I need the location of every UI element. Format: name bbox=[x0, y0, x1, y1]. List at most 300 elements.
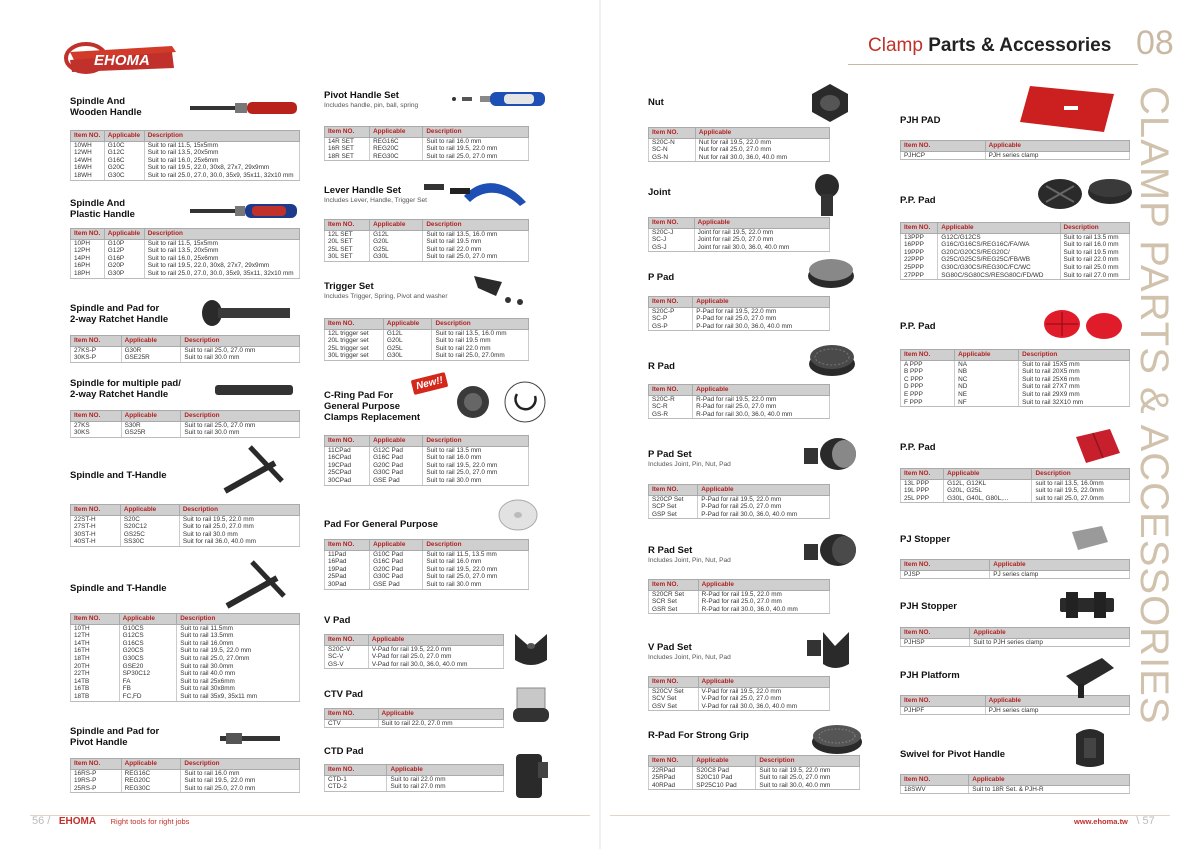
table-cell: S20C-R bbox=[649, 395, 693, 403]
table-cell: G12L bbox=[370, 230, 423, 238]
table-header-row bbox=[71, 131, 300, 142]
table-row bbox=[901, 249, 1130, 257]
table-row bbox=[325, 462, 529, 470]
table-cell: SC-R bbox=[649, 403, 693, 411]
footer-brand: EHOMA bbox=[58, 816, 97, 827]
column-header: Item NO. bbox=[325, 540, 370, 551]
table-cell: G30C Pad bbox=[370, 573, 423, 581]
table-cell: ND bbox=[955, 383, 1019, 391]
table-cell: V-Pad for rail 19.5, 22.0 mm bbox=[368, 645, 503, 653]
table-row bbox=[325, 145, 529, 153]
table-cell: Suit to rail 25.0, 27.0 mm bbox=[179, 523, 299, 531]
table-cell: Suit to rail 19.5, 22.0, 30x8, 27x7, 29x9mm bbox=[144, 262, 299, 270]
table-cell: PJ series clamp bbox=[990, 570, 1130, 579]
column-header: Item NO. bbox=[325, 127, 370, 138]
table-cell: GS-J bbox=[649, 244, 695, 252]
header-rule bbox=[848, 64, 1138, 65]
table-row bbox=[901, 570, 1130, 579]
table-cell: Suit to rail 11.5mm bbox=[177, 624, 300, 632]
table-cell: V-Pad for rail 25.0, 27.0 mm bbox=[698, 695, 829, 703]
table-cell: G20L, G25L bbox=[944, 487, 1032, 495]
table-cell: 18TB bbox=[71, 693, 120, 701]
table-cell: R-Pad for rail 19.5, 22.0 mm bbox=[698, 590, 829, 598]
table-row bbox=[325, 775, 504, 783]
table-row bbox=[71, 247, 300, 255]
table-cell: GS25C bbox=[120, 531, 179, 539]
table-cell: 10PH bbox=[71, 239, 105, 247]
table-cell: G25L bbox=[383, 345, 432, 353]
joint-image bbox=[810, 172, 844, 218]
table-cell: suit to rail 13.5, 16.0mm bbox=[1032, 479, 1130, 487]
table-cell: G12L, G12KL bbox=[944, 479, 1032, 487]
table-cell: GSP Set bbox=[649, 511, 698, 519]
v-pad-set-image bbox=[805, 626, 855, 674]
table-cell: G30C/G30CS/REG30C/FC/WC bbox=[938, 264, 1060, 272]
table-cell: G12L bbox=[383, 329, 432, 337]
table-cell: Suit to rail 16.0mm bbox=[177, 640, 300, 648]
table-row bbox=[901, 785, 1130, 794]
table-header-row bbox=[71, 411, 300, 422]
table-cell: 16Pad bbox=[325, 558, 370, 566]
table-cell: Suit to rail 25.0, 27.0mm bbox=[432, 352, 529, 360]
table-row bbox=[649, 695, 830, 703]
lever-handle-image bbox=[420, 172, 530, 212]
table-cell: 18R SET bbox=[325, 153, 370, 161]
table-row bbox=[901, 151, 1130, 160]
section-title: PJH Stopper bbox=[900, 601, 958, 612]
table-row bbox=[649, 236, 830, 244]
table-row bbox=[325, 352, 529, 360]
table-header-row bbox=[325, 436, 529, 447]
column-header: Applicable bbox=[119, 614, 177, 625]
table-cell: 22ST-H bbox=[71, 515, 121, 523]
column-header: Item NO. bbox=[649, 218, 695, 229]
table-row bbox=[325, 719, 504, 728]
column-header: Applicable bbox=[383, 319, 432, 330]
spec-table bbox=[70, 504, 300, 547]
table-cell: 16PH bbox=[71, 262, 105, 270]
table-cell: suit to rail 19.5, 22.0mm bbox=[1032, 487, 1130, 495]
pj-stopper-image bbox=[1068, 522, 1112, 552]
column-header: Applicable bbox=[370, 436, 423, 447]
table-row bbox=[325, 246, 529, 254]
section-title: Spindle And Plastic Handle bbox=[70, 198, 135, 220]
table-cell: CTV bbox=[325, 719, 379, 728]
table-cell: Suit to rail 30x8mm bbox=[177, 685, 300, 693]
spec-table bbox=[648, 579, 830, 614]
spec-table bbox=[900, 468, 1130, 503]
table-row bbox=[649, 307, 830, 315]
spec-table bbox=[70, 613, 300, 702]
table-cell: G10C Pad bbox=[370, 550, 423, 558]
table-row bbox=[901, 360, 1130, 368]
column-header: Applicable bbox=[698, 485, 830, 496]
table-cell: PJHCP bbox=[901, 151, 986, 160]
table-cell: Suit to rail 27.0 mm bbox=[1060, 272, 1129, 280]
table-cell: 30CPad bbox=[325, 477, 370, 485]
page-number-right: \ 57 bbox=[1136, 815, 1155, 827]
table-cell: CTD-2 bbox=[325, 783, 387, 791]
column-header: Description bbox=[144, 131, 299, 142]
column-header: Applicable bbox=[378, 709, 504, 720]
table-row bbox=[901, 383, 1130, 391]
table-cell: Suit to rail 19.5, 22.0 mm bbox=[179, 515, 299, 523]
table-cell: 27KS bbox=[71, 421, 122, 429]
table-cell: Suit to rail 11.5, 15x5mm bbox=[144, 239, 299, 247]
table-cell: G30R bbox=[121, 346, 181, 354]
table-cell: S20C bbox=[120, 515, 179, 523]
table-row bbox=[901, 272, 1130, 280]
table-cell: 12PH bbox=[71, 247, 105, 255]
table-cell: G12P bbox=[104, 247, 144, 255]
table-cell: GS-R bbox=[649, 411, 693, 419]
table-row bbox=[325, 329, 529, 337]
table-cell: Suit to rail 32X10 mm bbox=[1019, 399, 1130, 407]
spec-table bbox=[324, 318, 529, 361]
spec-table bbox=[324, 708, 504, 728]
table-cell: 13PPP bbox=[901, 233, 938, 241]
column-header: Item NO. bbox=[71, 411, 122, 422]
section-title: Spindle and T-Handle bbox=[70, 470, 167, 481]
column-header: Description bbox=[423, 127, 529, 138]
table-cell: 11CPad bbox=[325, 446, 370, 454]
page-number-left: 56 / bbox=[32, 815, 51, 827]
table-cell: SC-V bbox=[325, 653, 369, 661]
table-cell: 14PH bbox=[71, 255, 105, 263]
table-cell: G30CS bbox=[119, 655, 177, 663]
table-row bbox=[71, 785, 300, 793]
table-header-row bbox=[649, 218, 830, 229]
table-cell: SC-N bbox=[649, 146, 696, 154]
column-header: Item NO. bbox=[649, 128, 696, 139]
table-cell: R-Pad for rail 19.5, 22.0 mm bbox=[693, 395, 830, 403]
table-cell: PJH series clamp bbox=[985, 151, 1129, 160]
table-cell: 25L PPP bbox=[901, 495, 944, 503]
table-cell: 14TH bbox=[71, 640, 120, 648]
table-row bbox=[901, 256, 1130, 264]
table-cell: G20C/G20CS/REG20C/ bbox=[938, 249, 1060, 257]
table-row bbox=[901, 479, 1130, 487]
table-row bbox=[71, 149, 300, 157]
table-cell: Suit to rail 19.5, 22.0 mm bbox=[177, 647, 300, 655]
table-cell: G12C bbox=[104, 149, 144, 157]
spec-table bbox=[900, 349, 1130, 407]
table-cell: G25C/G25CS/REG25C/FB/WB bbox=[938, 256, 1060, 264]
table-cell: 20L trigger set bbox=[325, 337, 384, 345]
table-cell: 14TB bbox=[71, 678, 120, 686]
table-cell: Suit to rail 16.0 mm bbox=[423, 137, 529, 145]
table-row bbox=[325, 661, 504, 669]
table-row bbox=[649, 228, 830, 236]
section-nut bbox=[648, 97, 830, 162]
table-row bbox=[71, 515, 300, 523]
page-header-title bbox=[868, 35, 1111, 57]
table-row bbox=[71, 678, 300, 686]
table-cell: R-Pad for rail 30.0, 36.0, 40.0 mm bbox=[698, 606, 829, 614]
spec-table bbox=[324, 126, 529, 161]
column-header: Item NO. bbox=[325, 765, 387, 776]
table-cell: Suit to rail 22.0 mm bbox=[423, 246, 529, 254]
table-cell: GSE Pad bbox=[370, 581, 423, 589]
table-cell: 10TH bbox=[71, 624, 120, 632]
table-cell: Suit to rail 13.5, 16.0 mm bbox=[423, 230, 529, 238]
column-header: Item NO. bbox=[649, 297, 693, 308]
table-row bbox=[901, 368, 1130, 376]
table-cell: Suit to rail 25.0, 27.0 mm bbox=[423, 253, 529, 261]
table-cell: D PPP bbox=[901, 383, 955, 391]
table-cell: 16CPad bbox=[325, 454, 370, 462]
table-header-row bbox=[901, 469, 1130, 480]
table-header-row bbox=[901, 775, 1130, 786]
table-cell: 27PPP bbox=[901, 272, 938, 280]
table-row bbox=[71, 655, 300, 663]
section-subtitle: Includes Joint, Pin, Nut, Pad bbox=[648, 557, 731, 564]
section-ctv-pad bbox=[324, 689, 504, 728]
table-cell: 27ST-H bbox=[71, 523, 121, 531]
table-cell: Suit to rail 16.0, 25x6mm bbox=[144, 255, 299, 263]
pivot-handle-image bbox=[450, 86, 550, 112]
column-header: Description bbox=[179, 505, 299, 516]
table-cell: Suit to rail 27X7 mm bbox=[1019, 383, 1130, 391]
table-cell: S20C8 Pad bbox=[693, 766, 756, 774]
table-cell: GSE20 bbox=[119, 663, 177, 671]
section-title: V Pad Set bbox=[648, 642, 692, 653]
spec-table bbox=[70, 335, 300, 363]
table-row bbox=[71, 538, 300, 546]
table-cell: 19Pad bbox=[325, 566, 370, 574]
column-header: Applicable bbox=[693, 297, 830, 308]
table-cell: SC-J bbox=[649, 236, 695, 244]
column-header: Applicable bbox=[698, 677, 829, 688]
spec-table bbox=[648, 127, 830, 162]
column-header: Item NO. bbox=[901, 628, 970, 639]
table-row bbox=[71, 262, 300, 270]
table-row bbox=[71, 172, 300, 180]
p-pad-set-image bbox=[800, 432, 860, 476]
table-cell: B PPP bbox=[901, 368, 955, 376]
column-header: Item NO. bbox=[71, 336, 122, 347]
table-cell: 25L SET bbox=[325, 246, 370, 254]
table-row bbox=[325, 783, 504, 791]
table-cell: GSR Set bbox=[649, 606, 699, 614]
table-cell: Suit to rail 13.5mm bbox=[177, 632, 300, 640]
section-title: PJH PAD bbox=[900, 115, 941, 126]
table-cell: 22PPP bbox=[901, 256, 938, 264]
table-cell: E PPP bbox=[901, 391, 955, 399]
table-header-row bbox=[71, 229, 300, 240]
table-cell: G10C bbox=[104, 141, 144, 149]
table-cell: Suit to rail 19.5 mm bbox=[432, 337, 529, 345]
table-cell: G12C Pad bbox=[370, 446, 423, 454]
column-header: Applicable bbox=[120, 505, 179, 516]
table-cell: 20L SET bbox=[325, 238, 370, 246]
table-cell: G10P bbox=[104, 239, 144, 247]
table-cell: Nut for rail 19.5, 22.0 mm bbox=[695, 138, 829, 146]
table-cell: Suit to rail 16.0 mm bbox=[423, 454, 529, 462]
table-header-row bbox=[649, 297, 830, 308]
spec-table bbox=[70, 130, 300, 181]
table-cell: Suit to rail 19.5, 22.0 mm bbox=[423, 462, 529, 470]
table-cell: Suit to rail 30.0mm bbox=[177, 663, 300, 671]
section-title: Pad For General Purpose bbox=[324, 519, 439, 530]
table-header-row bbox=[71, 336, 300, 347]
column-header: Item NO. bbox=[325, 635, 369, 646]
spec-table bbox=[900, 774, 1130, 794]
table-row bbox=[649, 244, 830, 252]
v-pad-image bbox=[511, 626, 551, 670]
table-row bbox=[71, 777, 300, 785]
table-row bbox=[71, 523, 300, 531]
table-cell: C PPP bbox=[901, 376, 955, 384]
multi-spindle-image bbox=[215, 382, 295, 398]
table-row bbox=[325, 573, 529, 581]
spec-table bbox=[900, 222, 1130, 280]
section-subtitle: Includes handle, pin, ball, spring bbox=[324, 102, 419, 109]
table-cell: 27KS-P bbox=[71, 346, 122, 354]
column-header: Description bbox=[181, 411, 300, 422]
section-title: CTD Pad bbox=[324, 746, 364, 757]
table-cell: 10WH bbox=[71, 141, 105, 149]
table-cell: PJHPF bbox=[901, 706, 986, 715]
table-cell: Suit to rail 30.0, 40.0 mm bbox=[756, 782, 860, 790]
table-row bbox=[325, 253, 529, 261]
table-cell: GS-P bbox=[649, 323, 693, 331]
trigger-set-image bbox=[470, 272, 530, 308]
table-header-row bbox=[901, 560, 1130, 571]
table-cell: G16C Pad bbox=[370, 454, 423, 462]
table-cell: 12TH bbox=[71, 632, 120, 640]
table-cell: SCR Set bbox=[649, 598, 699, 606]
spec-table bbox=[648, 296, 830, 331]
table-cell: Suit to rail 25.0, 27.0, 30.0, 35x9, 35x11, 32x10 mm bbox=[144, 172, 299, 180]
table-cell: P-Pad for rail 19.5, 22.0 mm bbox=[693, 307, 830, 315]
section-title: V Pad bbox=[324, 615, 351, 626]
table-cell: G16C Pad bbox=[370, 558, 423, 566]
table-cell: Suit to rail 40.0 mm bbox=[177, 670, 300, 678]
table-header-row bbox=[325, 220, 529, 231]
table-row bbox=[649, 590, 830, 598]
column-header: Item NO. bbox=[901, 775, 969, 786]
table-cell: V-Pad for rail 19.5, 22.0 mm bbox=[698, 687, 829, 695]
table-row bbox=[71, 141, 300, 149]
table-row bbox=[649, 703, 830, 711]
table-header-row bbox=[325, 765, 504, 776]
column-header: Item NO. bbox=[71, 759, 122, 770]
table-row bbox=[901, 399, 1130, 407]
nut-image bbox=[808, 82, 852, 124]
table-cell: S20C-N bbox=[649, 138, 696, 146]
table-cell: Suit to rail 19.5 mm bbox=[423, 238, 529, 246]
table-cell: 25RPad bbox=[649, 774, 693, 782]
table-cell: 12WH bbox=[71, 149, 105, 157]
column-header: Description bbox=[181, 759, 300, 770]
pp-pad-image-1 bbox=[1036, 172, 1136, 214]
pp-pad-image-2 bbox=[1042, 306, 1126, 342]
table-header-row bbox=[901, 223, 1130, 234]
table-cell: A PPP bbox=[901, 360, 955, 368]
c-ring-pad-image bbox=[453, 380, 553, 424]
table-cell: GS-V bbox=[325, 661, 369, 669]
footer-website-link[interactable]: www.ehoma.tw bbox=[1074, 817, 1128, 826]
table-cell: GSV Set bbox=[649, 703, 699, 711]
section-subtitle: Includes Joint, Pin, Nut, Pad bbox=[648, 461, 731, 468]
section-title: P.P. Pad bbox=[900, 195, 936, 206]
table-cell: 11Pad bbox=[325, 550, 370, 558]
table-row bbox=[649, 774, 860, 782]
table-cell: SCP Set bbox=[649, 503, 698, 511]
column-header: Applicable bbox=[955, 350, 1019, 361]
table-cell: Nut for rail 25.0, 27.0 mm bbox=[695, 146, 829, 154]
p-pad-image bbox=[806, 254, 856, 290]
table-cell: Suit to rail 16.0 mm bbox=[423, 558, 529, 566]
section-r-pad bbox=[648, 361, 830, 419]
table-cell: 30KS-P bbox=[71, 354, 122, 362]
table-cell: REG30C bbox=[370, 153, 423, 161]
table-row bbox=[325, 337, 529, 345]
table-cell: Suit to rail 11.5, 15x5mm bbox=[144, 141, 299, 149]
table-cell: 30Pad bbox=[325, 581, 370, 589]
table-row bbox=[71, 164, 300, 172]
spec-table bbox=[900, 627, 1130, 647]
table-cell: 18PH bbox=[71, 270, 105, 278]
wooden-handle-image bbox=[190, 98, 300, 118]
table-cell: S20CP Set bbox=[649, 495, 698, 503]
section-title: CTV Pad bbox=[324, 689, 364, 700]
table-cell: 16PPP bbox=[901, 241, 938, 249]
table-header-row bbox=[649, 677, 830, 688]
table-header-row bbox=[71, 505, 300, 516]
column-header: Applicable bbox=[969, 775, 1130, 786]
section-ctd-pad bbox=[324, 746, 504, 792]
column-header: Applicable bbox=[693, 385, 830, 396]
table-row bbox=[71, 647, 300, 655]
section-v-pad-set bbox=[648, 642, 830, 711]
table-cell: REG20C bbox=[370, 145, 423, 153]
section-title: PJH Platform bbox=[900, 670, 960, 681]
table-cell: V-Pad for rail 25.0, 27.0 mm bbox=[368, 653, 503, 661]
column-header: Applicable bbox=[121, 336, 181, 347]
section-title: Spindle and Pad for 2-way Ratchet Handle bbox=[70, 303, 169, 325]
table-row bbox=[901, 638, 1130, 647]
table-cell: G20L bbox=[383, 337, 432, 345]
table-row bbox=[649, 146, 830, 154]
table-cell: Suit to rail 19.5, 22.0 mm bbox=[423, 145, 529, 153]
spec-table bbox=[648, 384, 830, 419]
table-cell: 30L trigger set bbox=[325, 352, 384, 360]
section-v-pad bbox=[324, 615, 504, 669]
column-header: Item NO. bbox=[71, 131, 105, 142]
table-row bbox=[325, 558, 529, 566]
spec-table bbox=[900, 140, 1130, 160]
table-cell: Suit to rail 25X6 mm bbox=[1019, 376, 1130, 384]
table-header-row bbox=[325, 319, 529, 330]
column-header: Applicable bbox=[693, 756, 756, 767]
table-header-row bbox=[649, 128, 830, 139]
table-cell: 14WH bbox=[71, 157, 105, 165]
table-cell: S20CV Set bbox=[649, 687, 699, 695]
table-cell: Suit to rail 19.5 mm bbox=[1060, 249, 1129, 257]
footer-right bbox=[1074, 815, 1155, 827]
table-row bbox=[71, 624, 300, 632]
table-cell: SCV Set bbox=[649, 695, 699, 703]
section-title: Joint bbox=[648, 187, 671, 198]
table-row bbox=[71, 157, 300, 165]
pp-pad-image-3 bbox=[1070, 425, 1124, 465]
column-header: Description bbox=[756, 756, 860, 767]
column-header: Description bbox=[423, 540, 529, 551]
column-header: Item NO. bbox=[649, 385, 693, 396]
table-cell: S20CR Set bbox=[649, 590, 699, 598]
